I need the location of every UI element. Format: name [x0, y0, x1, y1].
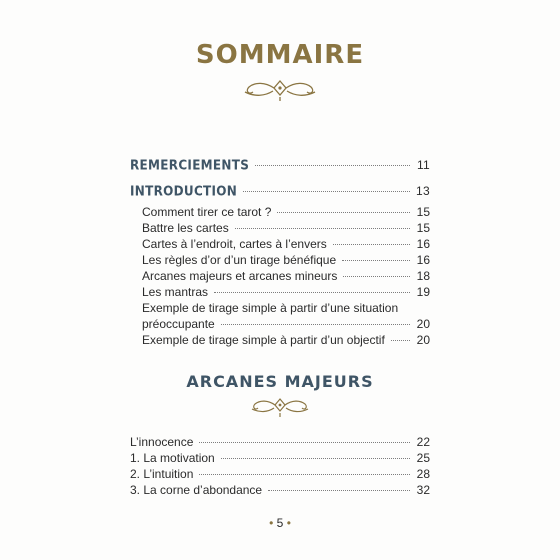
toc-entry[interactable] [130, 252, 430, 268]
flourish-ornament-icon [244, 396, 316, 418]
section-title: ARCANES MAJEURS [186, 372, 374, 391]
arcanes-list [130, 434, 430, 498]
toc-entry[interactable] [130, 466, 430, 482]
toc-entry[interactable] [130, 220, 430, 236]
toc-label: préoccupante [142, 317, 215, 331]
toc-label: Arcanes majeurs et arcanes mineurs [142, 269, 338, 283]
toc-entry[interactable] [130, 332, 430, 348]
toc-page-number: 16 [416, 237, 430, 251]
toc-page-number: 32 [416, 483, 430, 497]
toc-page-number: 13 [416, 184, 430, 198]
leader-dots [391, 340, 410, 341]
toc-label: 1. La motivation [130, 451, 215, 465]
toc-page-number: 22 [416, 435, 430, 449]
toc-entry[interactable] [130, 450, 430, 466]
toc-page-number: 15 [416, 221, 430, 235]
toc-entry[interactable] [130, 316, 430, 332]
folio-bullet-right: • [286, 516, 291, 530]
leader-dots [199, 442, 410, 443]
toc-page-number: 20 [416, 317, 430, 331]
table-of-contents [130, 156, 430, 348]
toc-page-number: 18 [416, 269, 430, 283]
toc-label: 2. L’intuition [130, 467, 194, 481]
toc-label: Exemple de tirage simple à partir d’un objectif [142, 333, 385, 347]
toc-entry[interactable] [130, 182, 430, 200]
toc-label: Exemple de tirage simple à partir d’une situation [142, 301, 399, 315]
toc-entry[interactable] [130, 204, 430, 220]
leader-dots [243, 191, 410, 192]
leader-dots [277, 212, 410, 213]
toc-label: Comment tirer ce tarot ? [142, 205, 272, 219]
toc-label: 3. La corne d’abondance [130, 483, 263, 497]
toc-label: REMERCIEMENTS [130, 157, 250, 173]
toc-entry-line1[interactable] [130, 300, 430, 316]
toc-label: Battre les cartes [142, 221, 229, 235]
toc-label: INTRODUCTION [130, 183, 238, 199]
folio-number: 5 [276, 516, 284, 530]
leader-dots [255, 165, 410, 166]
toc-label: Les mantras [142, 285, 209, 299]
toc-entry[interactable] [130, 156, 430, 174]
toc-page-number: 28 [416, 467, 430, 481]
toc-page-number: 11 [416, 158, 430, 172]
folio-bullet-left: • [269, 516, 274, 530]
flourish-ornament-icon [235, 78, 325, 102]
leader-dots [235, 228, 410, 229]
leader-dots [199, 474, 410, 475]
toc-page-number: 20 [416, 333, 430, 347]
page-number [0, 516, 560, 530]
leader-dots [343, 276, 410, 277]
toc-page-number: 16 [416, 253, 430, 267]
toc-entry[interactable] [130, 434, 430, 450]
toc-entry[interactable] [130, 284, 430, 300]
toc-entry[interactable] [130, 268, 430, 284]
leader-dots [333, 244, 410, 245]
leader-dots [268, 490, 410, 491]
leader-dots [342, 260, 410, 261]
page-title: SOMMAIRE [195, 40, 365, 70]
leader-dots [214, 292, 410, 293]
toc-page-number: 19 [416, 285, 430, 299]
toc-label: L’innocence [130, 435, 194, 449]
toc-entry[interactable] [130, 482, 430, 498]
toc-entry[interactable] [130, 236, 430, 252]
leader-dots [221, 458, 410, 459]
toc-label: Les règles d’or d’un tirage bénéfique [142, 253, 337, 267]
toc-label: Cartes à l’endroit, cartes à l’envers [142, 237, 327, 251]
toc-page-number: 15 [416, 205, 430, 219]
toc-page-number: 25 [416, 451, 430, 465]
leader-dots [221, 324, 410, 325]
